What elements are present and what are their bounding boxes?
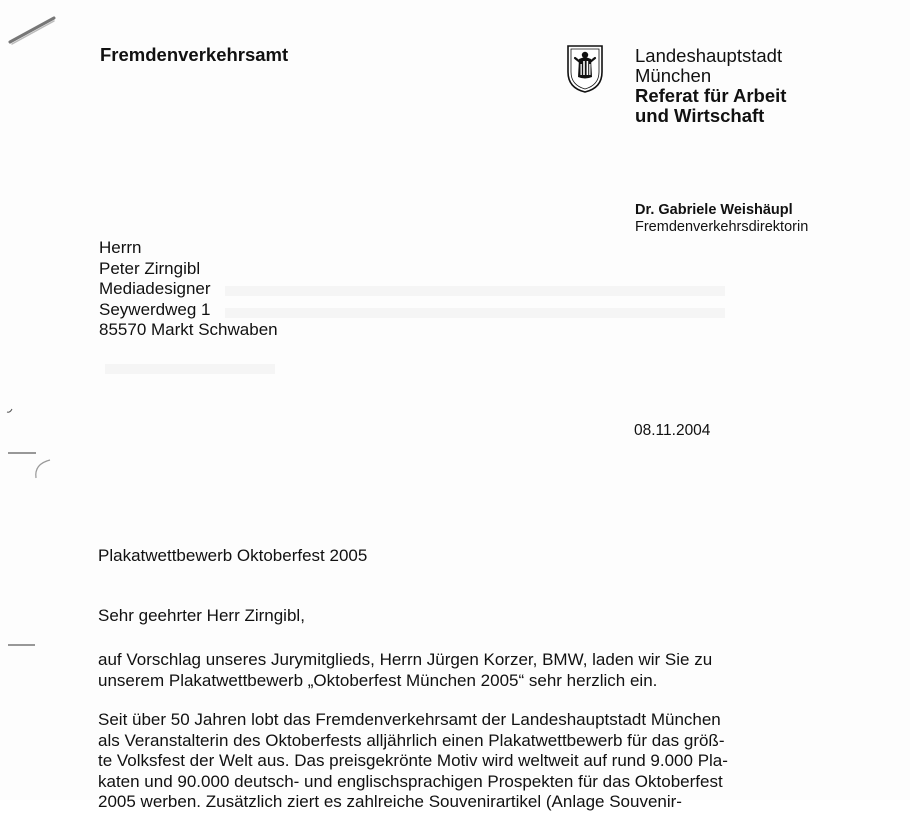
- paragraph-line: te Volksfest der Welt aus. Das preisgekrönte Motiv wird weltweit auf rund 9.000 Pla-: [98, 751, 728, 770]
- recipient-street: Seywerdweg 1: [99, 299, 211, 319]
- pen-stroke-mark: [4, 12, 60, 52]
- sender-office-name: Fremdenverkehrsamt: [100, 44, 289, 65]
- signer-block: [635, 202, 808, 236]
- department-line1: Referat für Arbeit: [635, 85, 787, 106]
- paragraph-line: katen und 90.000 deutsch- und englischsprachigen Prospekten für das Oktoberfest: [98, 771, 723, 791]
- paragraph-line: unserem Plakatwettbewerb „Oktoberfest München 2005“ sehr herzlich ein.: [98, 670, 658, 690]
- bleed-through-text: [225, 280, 725, 374]
- recipient-profession: Mediadesigner: [99, 279, 211, 298]
- fold-mark: [8, 640, 38, 650]
- city-department-block: [635, 46, 786, 126]
- recipient-city: 85570 Markt Schwaben: [99, 320, 278, 339]
- scan-speck-mark: [4, 404, 16, 416]
- letter-salutation: Sehr geehrter Herr Zirngibl,: [98, 606, 305, 625]
- recipient-address: [99, 238, 278, 341]
- signer-name: Dr. Gabriele Weishäupl: [635, 202, 793, 218]
- signer-title: Fremdenverkehrsdirektorin: [635, 219, 809, 235]
- body-paragraph-1: [98, 650, 748, 691]
- paragraph-line: 2005 werben. Zusätzlich ziert es zahlreiche Souvenirartikel (Anlage Souvenir-: [98, 792, 682, 811]
- recipient-name: Peter Zirngibl: [99, 258, 201, 278]
- paragraph-line: als Veranstalterin des Oktoberfests alljährlich einen Plakatwettbewerb für das größ-: [98, 730, 725, 750]
- city-name-line2: München: [635, 65, 712, 86]
- department-line2: und Wirtschaft: [635, 105, 765, 126]
- letter-date: 08.11.2004: [634, 422, 711, 439]
- letter-subject: Plakatwettbewerb Oktoberfest 2005: [98, 546, 368, 565]
- body-paragraph-2: [98, 710, 748, 813]
- paragraph-line: auf Vorschlag unseres Jurymitglieds, Herrn Jürgen Korzer, BMW, laden wir Sie zu: [98, 650, 713, 669]
- punch-hole-mark: [8, 448, 58, 484]
- recipient-salutation-line: Herrn: [99, 238, 142, 257]
- city-name-line1: Landeshauptstadt: [635, 45, 783, 66]
- munich-coat-of-arms-icon: [566, 44, 604, 94]
- paragraph-line: Seit über 50 Jahren lobt das Fremdenverkehrsamt der Landeshauptstadt München: [98, 710, 721, 729]
